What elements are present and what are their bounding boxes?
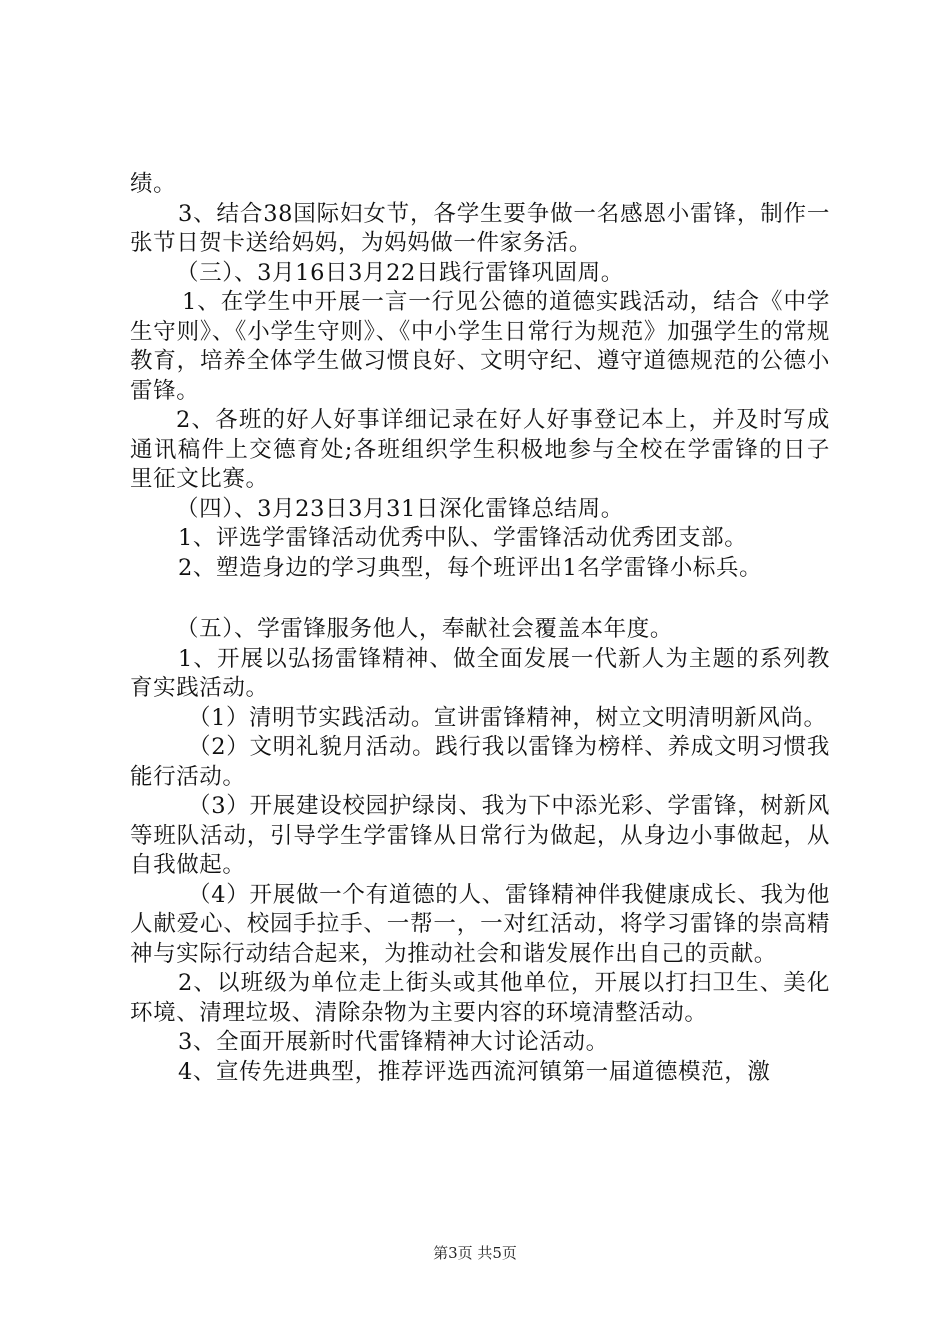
document-body	[130, 170, 830, 1087]
paragraph: 3、结合38国际妇女节，各学生要争做一名感恩小雷锋，制作一张节日贺卡送给妈妈，为妈妈做一件家务活。	[130, 200, 830, 256]
paragraph: 2、各班的好人好事详细记录在好人好事登记本上，并及时写成通讯稿件上交德育处;各班组织学生积极地参与全校在学雷锋的日子里征文比赛。	[130, 407, 830, 492]
paragraph: （1）清明节实践活动。宣讲雷锋精神，树立文明清明新风尚。	[188, 704, 827, 731]
page-footer: 第3页 共5页	[433, 1244, 517, 1262]
paragraph: （五）、学雷锋服务他人，奉献社会覆盖本年度。	[176, 616, 673, 642]
paragraph: （3）开展建设校园护绿岗、我为下中添光彩、学雷锋，树新风等班队活动，引导学生学雷锋从日常行为做起，从身边小事做起，从自我做起。	[130, 793, 830, 878]
paragraph-gap	[130, 583, 830, 615]
paragraph: 1、开展以弘扬雷锋精神、做全面发展一代新人为主题的系列教育实践活动。	[130, 645, 830, 701]
paragraph: 绩。	[130, 171, 177, 197]
paragraph: 4、宣传先进典型，推荐评选西流河镇第一届道德模范，激	[178, 1058, 771, 1085]
paragraph: （四）、3月23日3月31日深化雷锋总结周。	[176, 495, 624, 522]
paragraph: 2、塑造身边的学习典型，每个班评出1名学雷锋小标兵。	[178, 554, 763, 581]
paragraph: （4）开展做一个有道德的人、雷锋精神伴我健康成长、我为他人献爱心、校园手拉手、一帮一，一对红活动，将学习雷锋的崇高精神与实际行动结合起来，为推动社会和谐发展作出自己的贡献。	[130, 881, 830, 967]
paragraph: 3、全面开展新时代雷锋精神大讨论活动。	[178, 1029, 609, 1055]
paragraph: 1、在学生中开展一言一行见公德的道德实践活动，结合《中学生守则》、《小学生守则》、《中小学生日常行为规范》加强学生的常规教育，培养全体学生做习惯良好、文明守纪、遵守道德规范的公德小雷锋。	[130, 289, 830, 404]
paragraph: 1、评选学雷锋活动优秀中队、学雷锋活动优秀团支部。	[178, 525, 748, 551]
paragraph: 2、以班级为单位走上街头或其他单位，开展以打扫卫生、美化环境、清理垃圾、清除杂物为主要内容的环境清整活动。	[130, 970, 830, 1026]
paragraph: （2）文明礼貌月活动。践行我以雷锋为榜样、养成文明习惯我能行活动。	[130, 734, 830, 790]
paragraph: （三）、3月16日3月22日践行雷锋巩固周。	[176, 259, 624, 286]
